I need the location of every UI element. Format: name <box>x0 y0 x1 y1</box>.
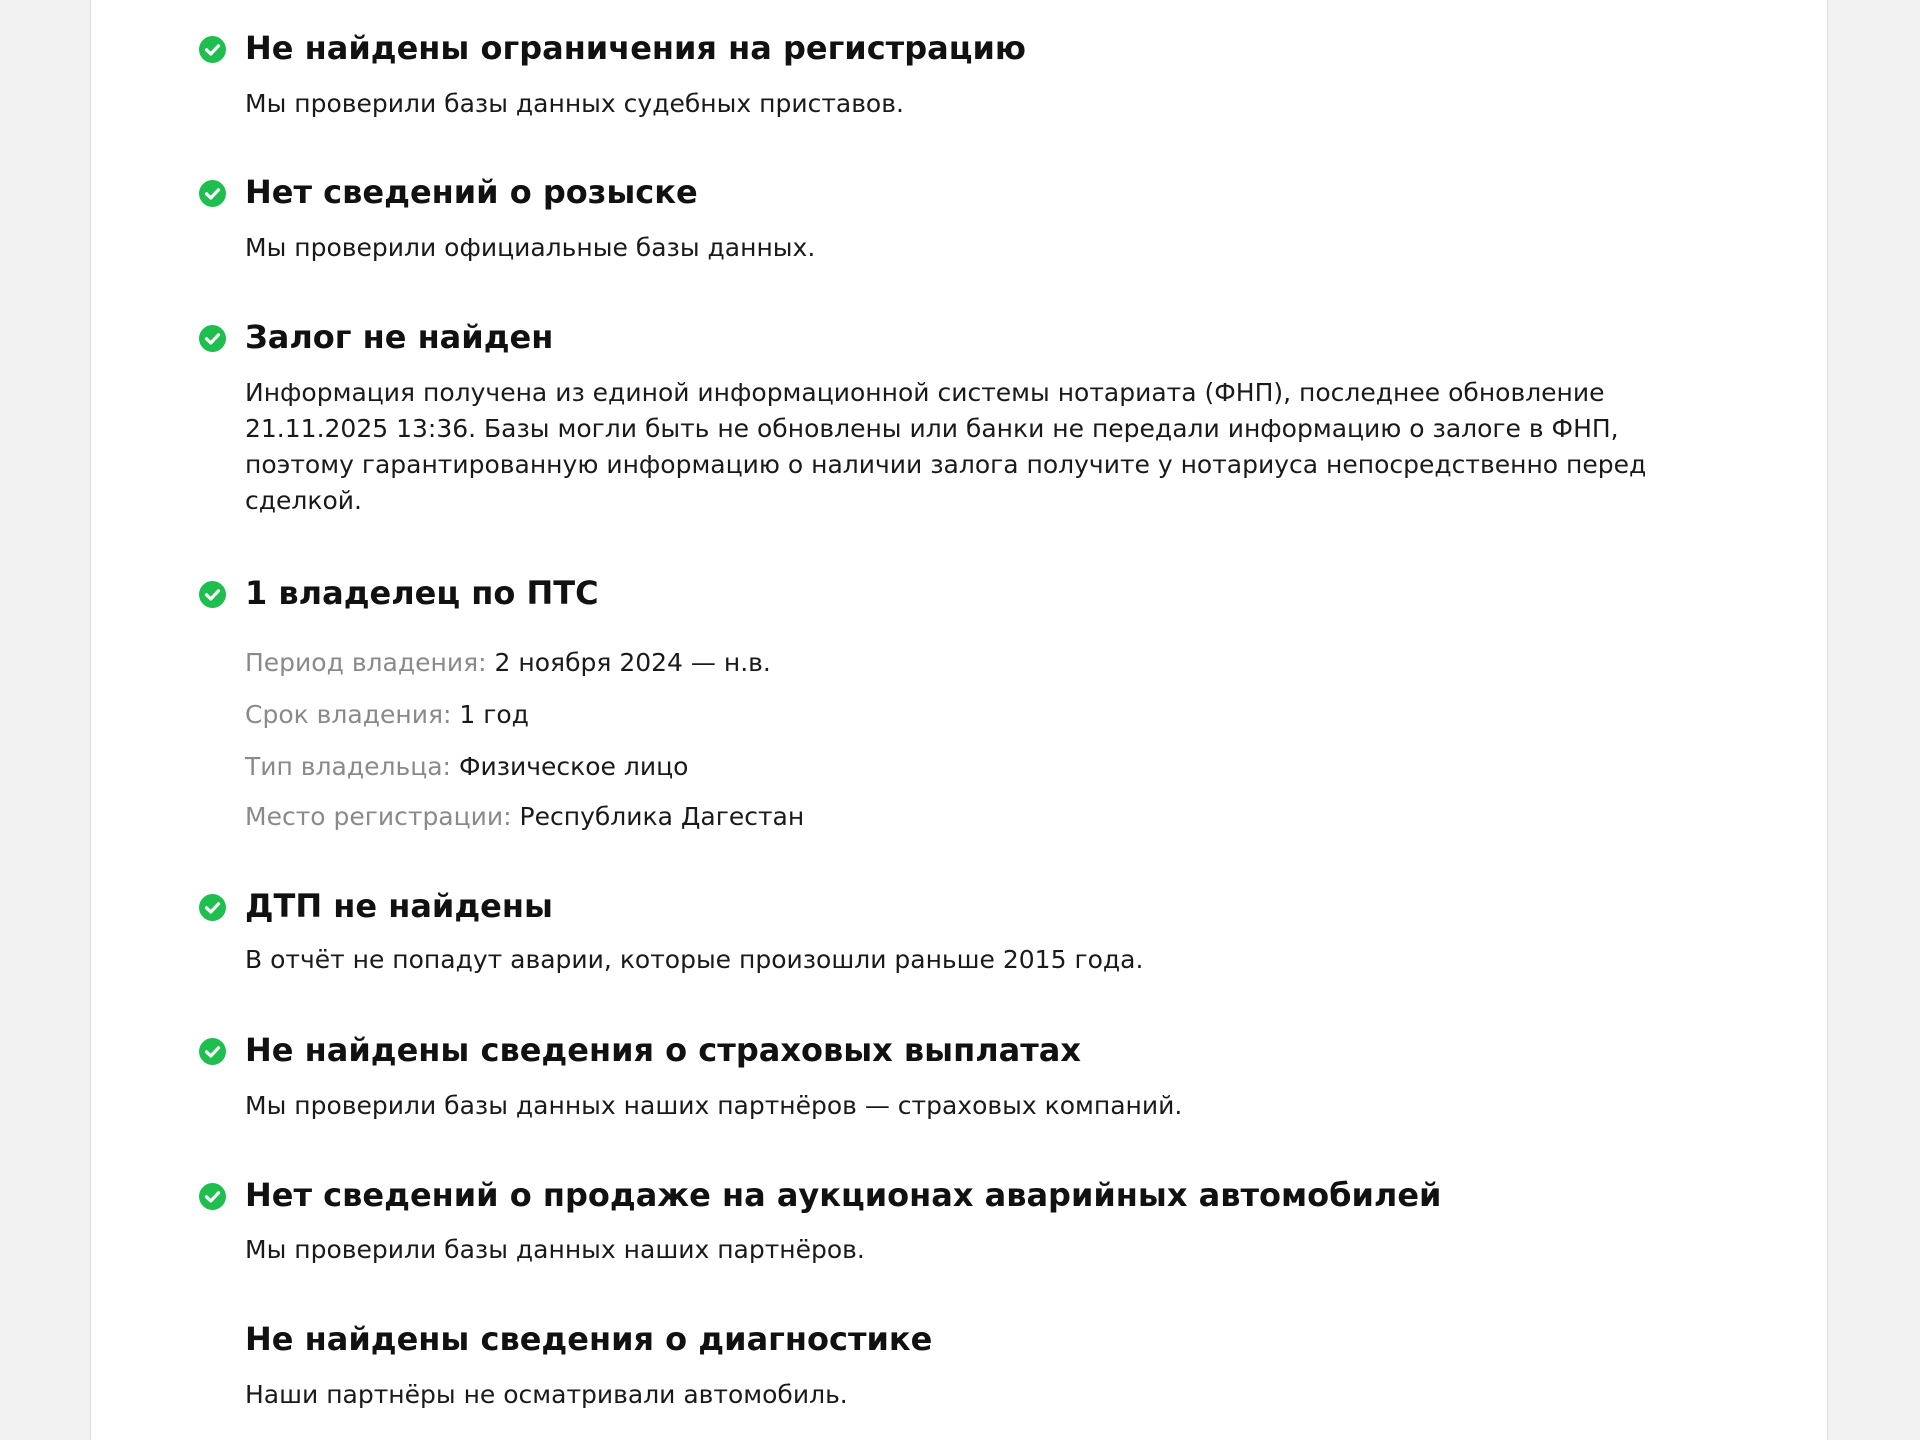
section-title: 1 владелец по ПТС <box>245 574 599 612</box>
check-circle-icon <box>199 894 226 921</box>
owner-type-row <box>245 751 688 783</box>
section-title: Нет сведений о розыске <box>245 173 698 211</box>
section-description: Мы проверили базы данных наших партнёров — страховых компаний. <box>245 1091 1183 1120</box>
check-circle-icon <box>199 581 226 608</box>
section-description: Мы проверили базы данных наших партнёров. <box>245 1235 865 1264</box>
registration-place-label: Место регистрации: <box>245 802 512 831</box>
registration-place-value: Республика Дагестан <box>519 802 805 831</box>
ownership-period-row <box>245 647 771 679</box>
section-title: Не найдены сведения о диагностике <box>245 1320 933 1358</box>
section-title: Залог не найден <box>245 318 554 356</box>
ownership-period-label: Период владения: <box>245 648 487 677</box>
check-circle-icon <box>199 1183 226 1210</box>
ownership-duration-label: Срок владения: <box>245 700 452 729</box>
ownership-duration-value: 1 год <box>459 700 529 729</box>
section-title: Не найдены сведения о страховых выплатах <box>245 1031 1082 1069</box>
check-circle-icon <box>199 36 226 63</box>
check-circle-icon <box>199 325 226 352</box>
registration-place-row <box>245 801 804 833</box>
ownership-duration-row <box>245 699 529 731</box>
report-card <box>90 0 1828 1440</box>
section-title: Нет сведений о продаже на аукционах аварийных автомобилей <box>245 1176 1442 1214</box>
section-title: ДТП не найдены <box>245 887 553 925</box>
section-description: Мы проверили официальные базы данных. <box>245 233 816 262</box>
section-description: В отчёт не попадут аварии, которые произошли раньше 2015 года. <box>245 945 1144 974</box>
section-description: Наши партнёры не осматривали автомобиль. <box>245 1380 848 1409</box>
section-description: Мы проверили базы данных судебных приставов. <box>245 89 904 118</box>
owner-type-value: Физическое лицо <box>458 752 689 781</box>
owner-type-label: Тип владельца: <box>245 752 451 781</box>
section-title: Не найдены ограничения на регистрацию <box>245 29 1026 67</box>
check-circle-icon <box>199 180 226 207</box>
check-circle-icon <box>199 1038 226 1065</box>
section-description: Информация получена из единой информационной системы нотариата (ФНП), последнее обновление 21.11.2025 13:36. Базы могли быть не обновлены или банки не передали информацию о залоге в ФНП, поэтому гарантированную информацию о наличии залога получите у нотариуса непосредственно перед сделкой. <box>245 378 1647 515</box>
ownership-period-value: 2 ноября 2024 — н.в. <box>494 648 771 677</box>
